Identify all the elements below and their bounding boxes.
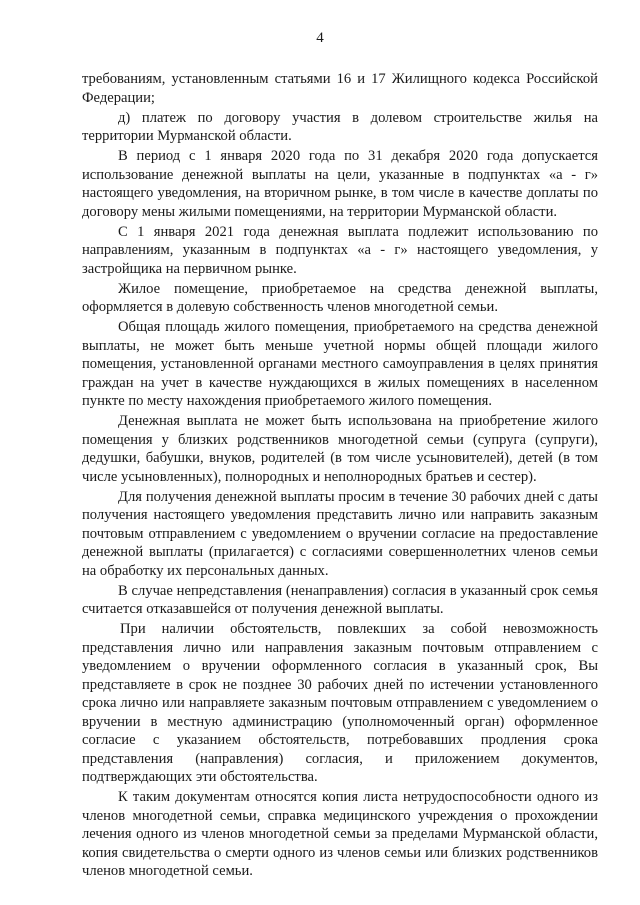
paragraph-item-d: д) платеж по договору участия в долевом строительстве жилья на территории Мурманской области. (82, 109, 598, 144)
paragraph-relatives-restriction: Денежная выплата не может быть использована на приобретение жилого помещения у близких родственников многодетной семьи (супруга (супруги), дедушки, бабушки, внуков, родителей (в том числе усыновителей), детей (в том числе усыновленных), полнородных и неполнородных братьев и сестер). (82, 413, 598, 485)
paragraph-2020-period: В период с 1 января 2020 года по 31 декабря 2020 года допускается использование денежной выплаты на цели, указанные в подпунктах «а - г» настоящего уведомления, на вторичном рынке, в том числе в качестве доплаты по договору мены жилыми помещениями, на территории Мурманской области. (82, 148, 598, 220)
paragraph-circumstances: При наличии обстоятельств, повлекших за собой невозможность представления лично или направления заказным почтовым отправлением с уведомлением о вручении оформленного согласия в указанный срок, Вы представляете в срок не позднее 30 рабочих дней по истечении установленного срока лично или направляете заказным почтовым отправлением с уведомлением о вручении в местную администрацию (уполномоченный орган) оформленное согласие с указанием обстоятельств, потребовавших продления срока представления (направления) согласия, и приложением документов, подтверждающих эти обстоятельства. (82, 621, 598, 785)
paragraph-consent-request: Для получения денежной выплаты просим в течение 30 рабочих дней с даты получения настоящего уведомления представить лично или направить заказным почтовым отправлением с уведомлением о вручении согласие на предоставление денежной выплаты (прилагается) с согласиями совершеннолетних членов семьи на обработку их персональных данных. (82, 488, 598, 579)
paragraph-continuation: требованиям, установленным статьями 16 и 17 Жилищного кодекса Российской Федерации; (82, 71, 598, 106)
paragraph-ownership: Жилое помещение, приобретаемое на средства денежной выплаты, оформляется в долевую собственность членов многодетной семьи. (82, 280, 598, 315)
paragraph-area-norm: Общая площадь жилого помещения, приобретаемого на средства денежной выплаты, не может быть меньше учетной нормы общей площади жилого помещения, установленной органами местного самоуправления в целях принятия граждан на учет в качестве нуждающихся в жилых помещениях в населенном пункте по месту нахождения приобретаемого жилого помещения. (82, 319, 598, 409)
paragraph-non-submission: В случае непредставления (ненаправления) согласия в указанный срок семья считается отказавшейся от получения денежной выплаты. (82, 582, 598, 617)
paragraph-documents: К таким документам относятся копия листа нетрудоспособности одного из членов многодетной семьи, справка медицинского учреждения о прохождении лечения одного из членов многодетной семьи за пределами Мурманской области, копия свидетельства о смерти одного из членов семьи или близких родственников членов многодетной семьи. (82, 789, 598, 879)
document-body (82, 70, 598, 882)
paragraph-2021-usage: С 1 января 2021 года денежная выплата подлежит использованию по направлениям, указанным в подпунктах «а - г» настоящего уведомления, у застройщика на первичном рынке. (82, 223, 598, 277)
page-number: 4 (316, 30, 324, 46)
